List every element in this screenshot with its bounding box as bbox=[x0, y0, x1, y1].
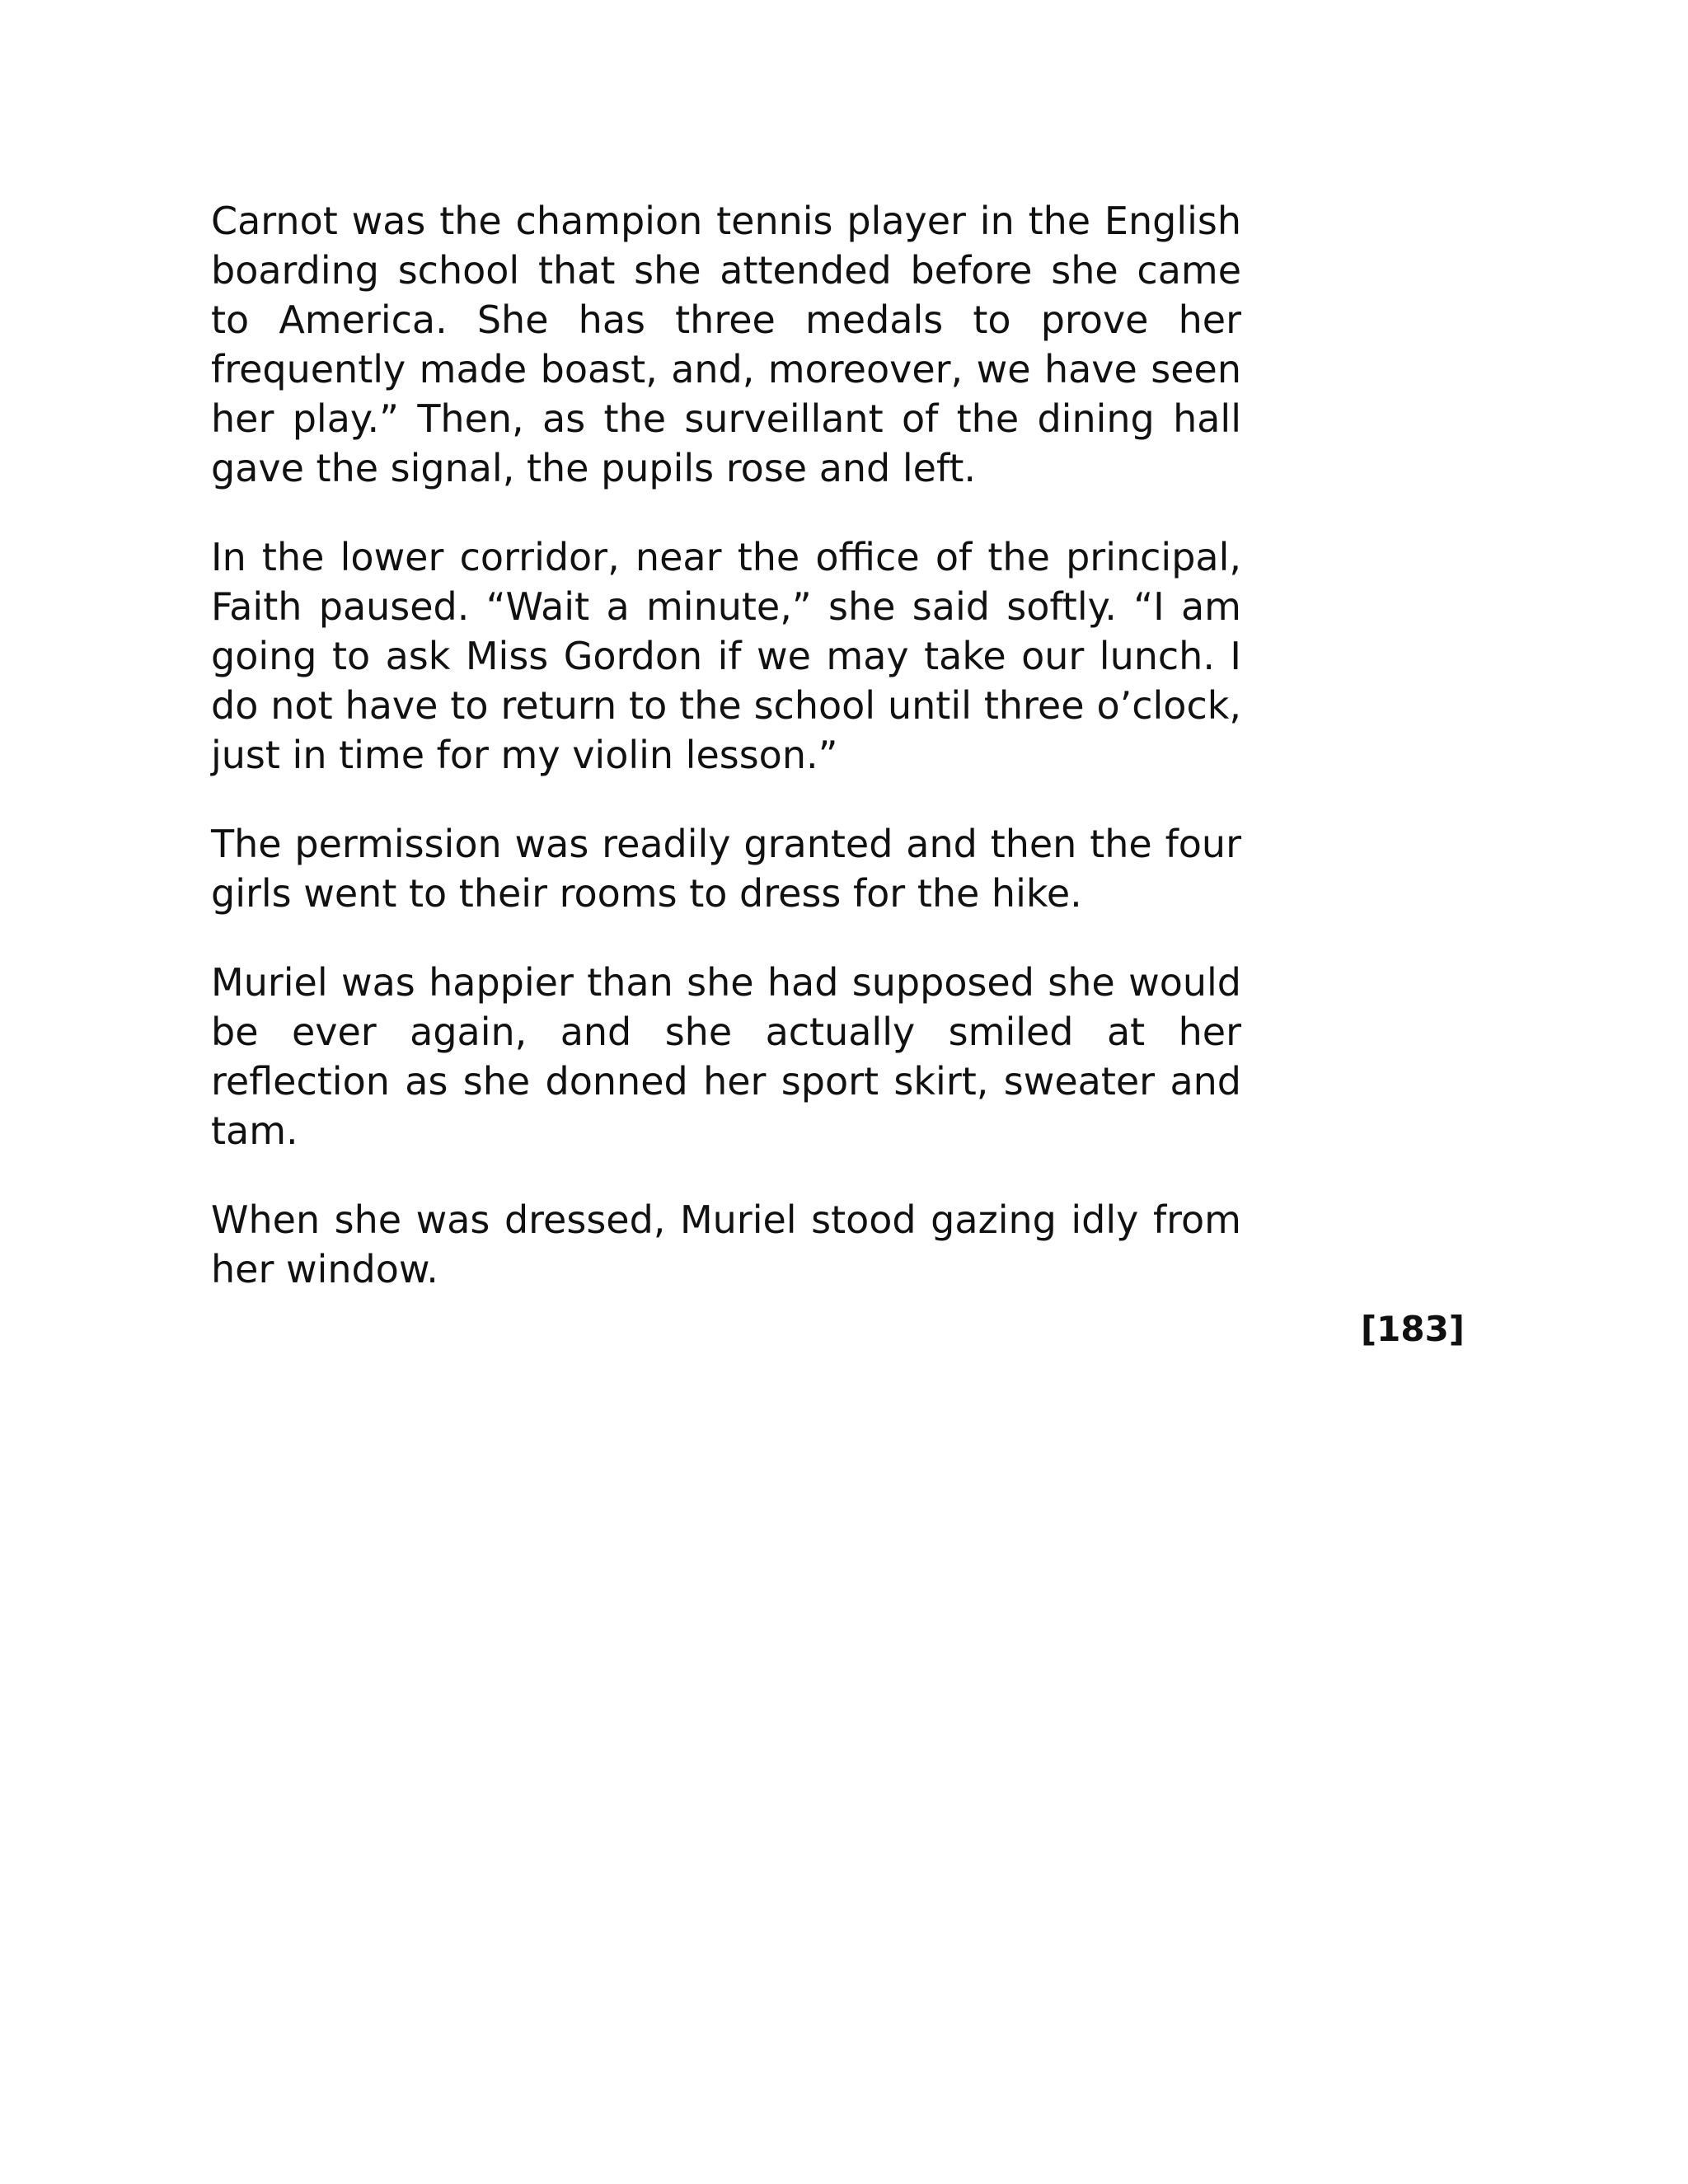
page-number: [183] bbox=[1360, 1309, 1465, 1349]
paragraph-1: Carnot was the champion tennis player in the English boarding school that she attended before she came to America. She has three medals to prove her frequently made boast, and, moreover, we have seen her play.” Then, as the surveillant of the dining hall gave the signal, the pupils rose and left. bbox=[211, 199, 1241, 490]
body-text bbox=[211, 196, 1241, 1333]
paragraph-4: Muriel was happier than she had supposed she would be ever again, and she actually smiled at her reflection as she donned her sport skirt, sweater and tam. bbox=[211, 960, 1241, 1153]
paragraph-3: The permission was readily granted and then the four girls went to their rooms to dress for the hike. bbox=[211, 822, 1241, 916]
paragraph-5: When she was dressed, Muriel stood gazing idly from her window. bbox=[211, 1197, 1241, 1291]
paragraph-2: In the lower corridor, near the office of the principal, Faith paused. “Wait a minute,” she said softly. “I am going to ask Miss Gordon if we may take our lunch. I do not have to return to the school until three o’clock, just in time for my violin lesson.” bbox=[211, 535, 1241, 777]
